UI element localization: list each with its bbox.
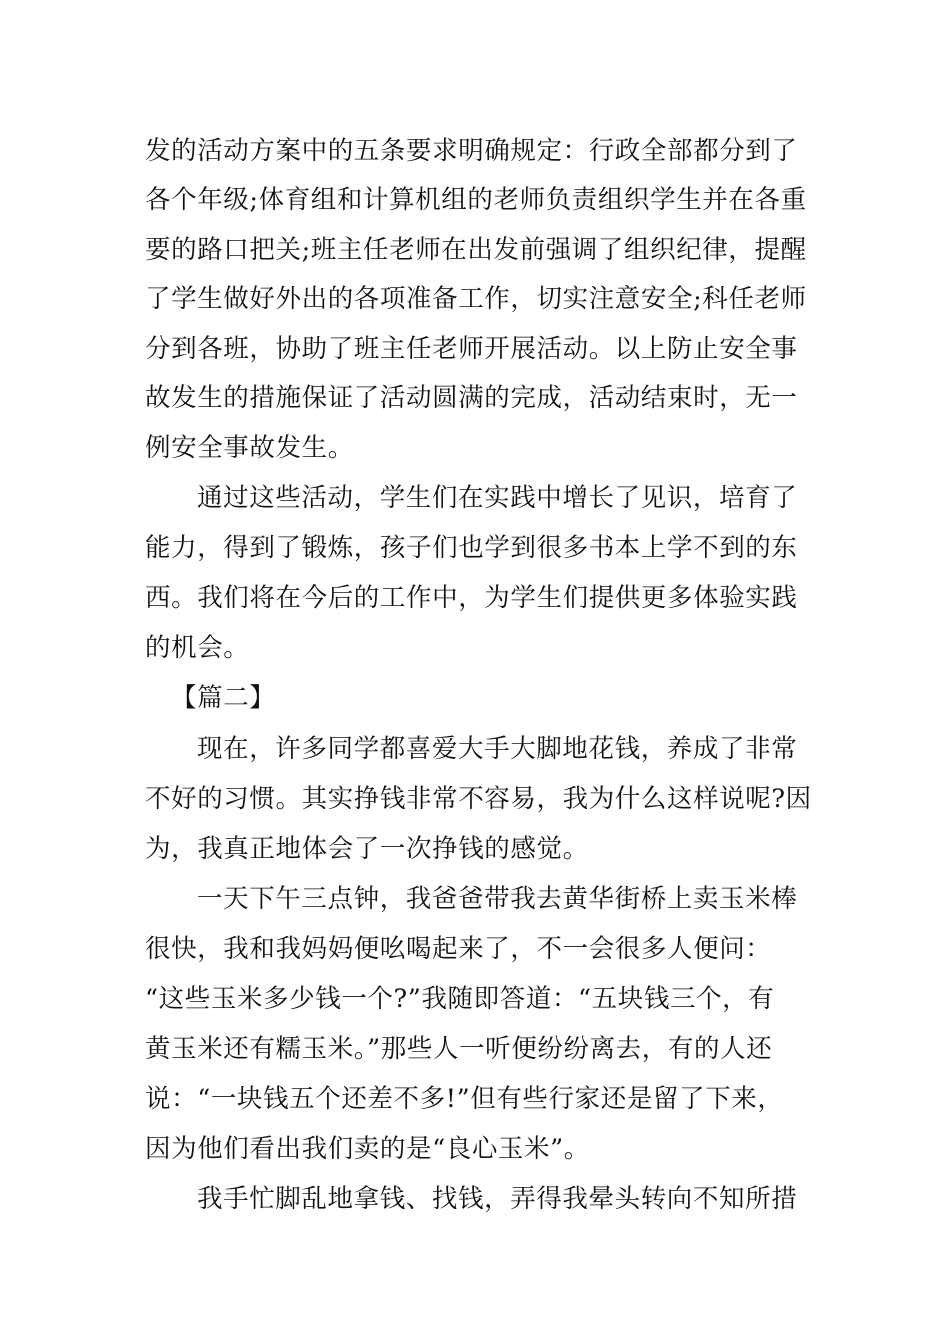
text-line: 了学生做好外出的各项准备工作，切实注意安全;科任老师 bbox=[145, 284, 807, 314]
text-line: 现在，许多同学都喜爱大手大脚地花钱，养成了非常 bbox=[197, 734, 798, 764]
text-line: 黄玉米还有糯玉米。”那些人一听便纷纷离去，有的人还 bbox=[145, 1034, 773, 1064]
text-line: 为，我真正地体会了一次挣钱的感觉。 bbox=[145, 834, 589, 864]
text-line: 的机会。 bbox=[145, 633, 250, 663]
text-line: 例安全事故发生。 bbox=[145, 433, 354, 463]
text-line: 一天下午三点钟，我爸爸带我去黄华街桥上卖玉米棒 bbox=[197, 884, 798, 914]
text-line: 要的路口把关;班主任老师在出发前强调了组织纪律，提醒 bbox=[145, 235, 807, 265]
text-line: “这些玉米多少钱一个?”我随即答道：“五块钱三个，有 bbox=[145, 984, 775, 1014]
text-line: 能力，得到了锻炼，孩子们也学到很多书本上学不到的东 bbox=[145, 533, 798, 563]
section-heading: 【篇二】 bbox=[171, 683, 276, 713]
text-line: 故发生的措施保证了活动圆满的完成，活动结束时，无一 bbox=[145, 383, 798, 413]
text-line: 因为他们看出我们卖的是“良心玉米”。 bbox=[145, 1134, 590, 1164]
text-line: 我手忙脚乱地拿钱、找钱，弄得我晕头转向不知所措 bbox=[197, 1184, 798, 1214]
text-line: 通过这些活动，学生们在实践中增长了见识，培育了 bbox=[197, 483, 798, 513]
text-line: 说：“一块钱五个还差不多!”但有些行家还是留了下来， bbox=[145, 1084, 784, 1114]
text-line: 分到各班，协助了班主任老师开展活动。以上防止安全事 bbox=[145, 334, 798, 364]
text-line: 发的活动方案中的五条要求明确规定：行政全部都分到了 bbox=[145, 136, 798, 166]
text-line: 不好的习惯。其实挣钱非常不容易，我为什么这样说呢?因 bbox=[145, 784, 812, 814]
text-line: 很快，我和我妈妈便吆喝起来了，不一会很多人便问： bbox=[145, 934, 772, 964]
text-line: 各个年级;体育组和计算机组的老师负责组织学生并在各重 bbox=[145, 185, 807, 215]
text-line: 西。我们将在今后的工作中，为学生们提供更多体验实践 bbox=[145, 583, 798, 613]
